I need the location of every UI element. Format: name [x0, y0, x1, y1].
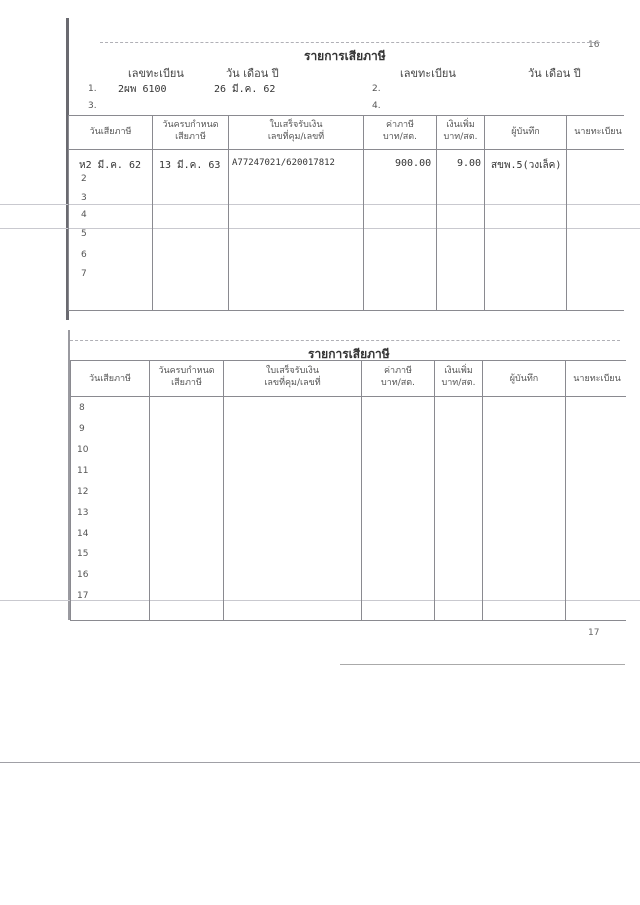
- row1-due-date: 13 มี.ค. 63: [159, 160, 221, 171]
- reg-line-no: 1.: [88, 84, 97, 94]
- col-tax: ค่าภาษี บาท/สต.: [381, 366, 415, 388]
- section1-title: รายการเสียภาษี: [304, 49, 386, 63]
- reg-line-no: 3.: [88, 101, 97, 111]
- row-number: 10: [77, 445, 89, 455]
- fold-line: [100, 42, 600, 44]
- col-tax: ค่าภาษี บาท/สต.: [383, 120, 417, 142]
- row-number: 5: [81, 229, 87, 239]
- date-header-right: วัน เดือน ปี: [528, 67, 581, 80]
- row-number: 8: [79, 403, 85, 413]
- col-registrar: นายทะเบียน: [573, 374, 621, 384]
- reg-line-no: 2.: [372, 84, 381, 94]
- row-number: 12: [77, 487, 89, 497]
- row-number: 14: [77, 529, 89, 539]
- page-number-top: 16: [588, 40, 600, 50]
- scan-line: [0, 762, 640, 763]
- row1-receipt: A77247021/620017812: [232, 158, 335, 168]
- row-number: 7: [81, 269, 87, 279]
- col-recorder: ผู้บันทึก: [509, 374, 539, 384]
- col-receipt: ใบเสร็จรับเงิน เลขที่คุม/เลขที่: [267, 120, 325, 142]
- col-receipt: ใบเสร็จรับเงิน เลขที่คุม/เลขที่: [264, 366, 321, 388]
- row-number: 13: [77, 508, 89, 518]
- row-number: 4: [81, 210, 87, 220]
- reg-line-date: 26 มี.ค. 62: [214, 84, 276, 95]
- row-number: 6: [81, 250, 87, 260]
- row1-recorder: สขพ.5(วงเล็ค): [491, 160, 562, 171]
- row-number: 2: [81, 174, 87, 184]
- col-extra: เงินเพิ่ม บาท/สต.: [441, 366, 476, 388]
- col-registrar: นายทะเบียน: [574, 127, 622, 137]
- row-number: 16: [77, 570, 89, 580]
- row-number: 11: [77, 466, 89, 476]
- row-number: 3: [81, 193, 87, 203]
- col-extra: เงินเพิ่ม บาท/สต.: [443, 120, 478, 142]
- row1-tax: 900.00: [395, 158, 432, 169]
- reg-header-left: เลขทะเบียน: [128, 67, 184, 80]
- scan-line: [340, 664, 625, 665]
- reg-header-right: เลขทะเบียน: [400, 67, 456, 80]
- col-paid-date: วันเสียภาษี: [89, 127, 132, 137]
- reg-line-plate: 2ผพ 6100: [118, 84, 167, 95]
- date-header-left: วัน เดือน ปี: [226, 67, 279, 80]
- col-recorder: ผู้บันทึก: [511, 127, 540, 137]
- tax-table-2: [70, 360, 626, 621]
- row-number: 17: [77, 591, 89, 601]
- row-number: 9: [79, 424, 85, 434]
- row1-paid-date: ห2 มี.ค. 62: [79, 160, 142, 171]
- section2-title: รายการเสียภาษี: [308, 347, 390, 361]
- reg-line-no: 4.: [372, 101, 381, 111]
- fold-line: [70, 340, 620, 342]
- col-due-date: วันครบกำหนด เสียภาษี: [158, 366, 215, 388]
- row1-extra: 9.00: [457, 158, 482, 169]
- col-due-date: วันครบกำหนด เสียภาษี: [162, 120, 219, 142]
- tax-table-1: [68, 115, 624, 311]
- row-number: 15: [77, 549, 89, 559]
- page-number-bottom: 17: [588, 628, 600, 638]
- col-paid-date: วันเสียภาษี: [89, 374, 131, 384]
